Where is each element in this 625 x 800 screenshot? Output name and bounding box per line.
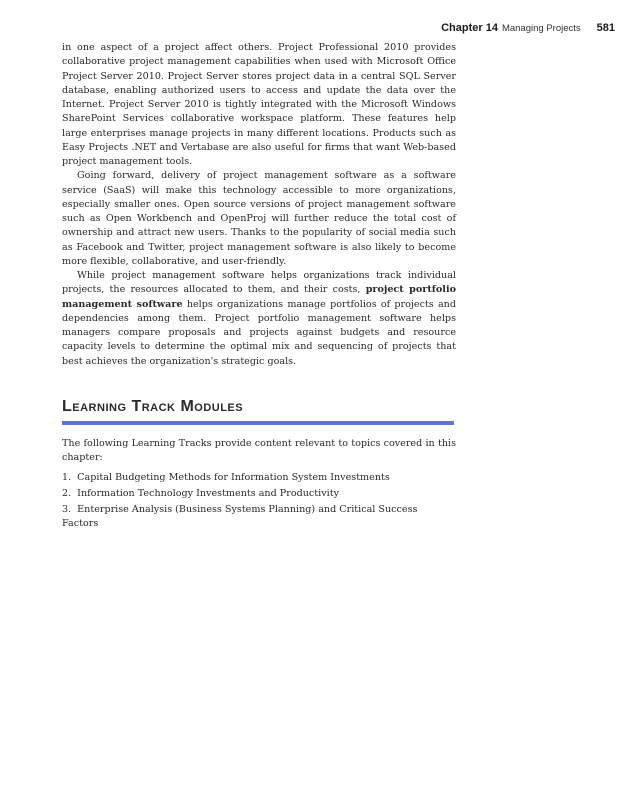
list-item [62,503,456,532]
chapter-label: Chapter 14 [441,22,498,34]
heading-rule [62,421,454,425]
list-item-text: Enterprise Analysis (Business Systems Planning) and Critical Success Factors [62,504,418,530]
list-item [62,471,456,485]
learning-tracks-section [62,398,456,534]
paragraph-1: in one aspect of a project affect others. Project Professional 2010 provides collaborative project management capabilities when used with Microsoft Office Project Server 2010. Project Server stores project data in a central SQL Server database, enabling authorized users to access and update the data over the Internet. Project Server 2010 is tightly integrated with the Microsoft Windows SharePoint Services collaborative workspace platform. These features help large enterprises manage projects in many different locations. Products such as Easy Projects .NET and Vertabase are also useful for firms that want Web-based project management tools. [62,42,456,167]
running-header [441,22,615,34]
paragraph-3 [62,269,456,369]
section-intro: The following Learning Tracks provide content relevant to topics covered in this chapter: [62,438,456,464]
page-number: 581 [596,22,615,34]
learning-track-list [62,471,456,532]
list-number: 3. [62,504,72,515]
list-item [62,487,456,501]
paragraph-3-lead: While project management software helps organizations track individual projects, the resources allocated to them, and their costs, [62,270,456,296]
chapter-title: Managing Projects [501,23,581,34]
list-number: 2. [62,487,72,499]
paragraph-2: Going forward, delivery of project management software as a software service (SaaS) will make this technology accessible to more organizations, especially smaller ones. Open source versions of project management software such as Open Workbench and OpenProj will further reduce the total cost of ownership and attract new users. Thanks to the popularity of social media such as Facebook and Twitter, project management software is also likely to become more flexible, collaborative, and user-friendly. [62,170,456,267]
paragraph-3-rest: helps organizations manage portfolios of projects and dependencies among them. Project portfolio management software helps managers compare proposals and projects against budgets and resource capacity levels to determine the optimal mix and sequencing of projects that best achieves the organization's strategic goals. [62,298,456,367]
list-number: 1. [62,471,72,483]
section-heading: Learning Track Modules [62,398,244,415]
list-item-text: Capital Budgeting Methods for Information System Investments [77,471,390,483]
key-term: project portfolio management software [62,284,456,310]
body-text [62,41,456,369]
list-item-text: Information Technology Investments and Productivity [77,487,339,499]
